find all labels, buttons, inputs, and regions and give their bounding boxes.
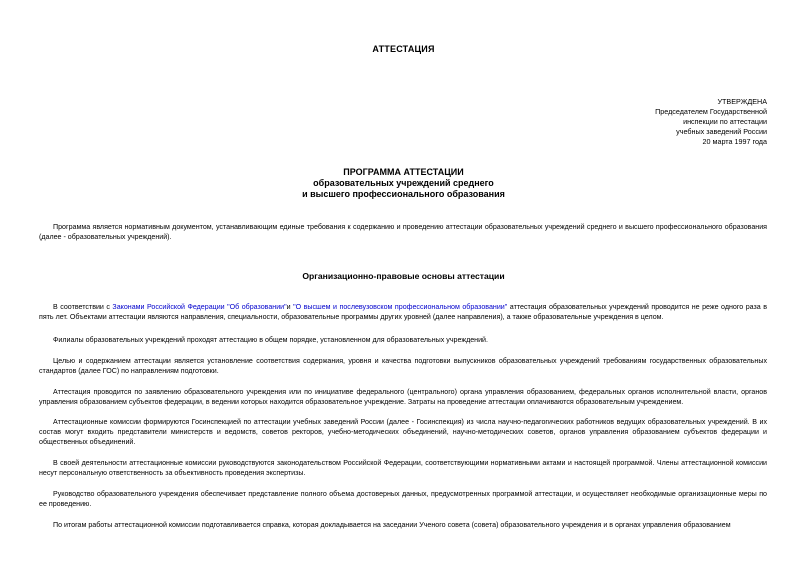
law-education-link[interactable]: Законами Российской Федерации "Об образовании" xyxy=(112,303,287,311)
approval-line: Председателем Государственной xyxy=(655,107,767,116)
program-subtitle-2: и высшего профессионального образования xyxy=(302,189,505,199)
paragraph-branches: Филиалы образовательных учреждений проходят аттестацию в общем порядке, установленном для образовательных учреждений. xyxy=(53,336,488,344)
document-title: АТТЕСТАЦИЯ xyxy=(372,44,435,54)
approval-line: инспекции по аттестации xyxy=(683,117,767,126)
paragraph-management: Руководство образовательного учреждения обеспечивает представление полного объема достоверных данных, предусмотренных программой аттестации, и осуществляет необходимые организационные меры по ее проведению. xyxy=(39,490,767,508)
paragraph-procedure: Аттестация проводится по заявлению образовательного учреждения или по инициативе федерального (центрального) органа управления образованием, федеральных органов исполнительной власти, органов управления образованием субъектов федерации, в ведении которых находится образовательное учреждение. Затраты на проведение аттестации оплачиваются образовательным учреждением. xyxy=(39,388,767,406)
law-higher-education-link[interactable]: "О высшем и послевузовском профессиональном образовании" xyxy=(293,303,508,311)
program-subtitle-1: образовательных учреждений среднего xyxy=(313,178,494,188)
paragraph-text: В соответствии с xyxy=(53,303,113,311)
paragraph-goal: Целью и содержанием аттестации является установление соответствия содержания, уровня и качества подготовки выпускников образовательных учреждений требованиям государственных образовательных стандартов (далее ГОС) по направлениям подготовки. xyxy=(39,357,767,375)
program-heading xyxy=(0,167,807,200)
approval-line: учебных заведений России xyxy=(676,127,767,136)
paragraph-legislation: В своей деятельности аттестационные комиссии руководствуются законодательством Российской Федерации, соответствующими нормативными актами и настоящей программой. Члены аттестационной комиссии несут персональную ответственность за объективность проведения экспертизы. xyxy=(39,459,767,477)
paragraph-commissions: Аттестационные комиссии формируются Госинспекцией по аттестации учебных заведений России (далее - Госинспекция) из числа научно-педагогических работников ведущих образовательных учреждений. В их состав могут входить представители министерств и ведомств, советов ректоров, учебно-методических объединений, научно-методических советов, органов управления образованием субъектов федерации и общественных объединений. xyxy=(39,418,767,446)
paragraph-laws xyxy=(39,302,767,322)
paragraph-results: По итогам работы аттестационной комиссии подготавливается справка, которая докладывается на заседании Ученого совета (совета) образовательного учреждения и в органах управления образованием xyxy=(53,521,731,529)
approval-block xyxy=(655,97,767,147)
approval-date: 20 марта 1997 года xyxy=(702,137,767,146)
intro-paragraph: Программа является нормативным документом, устанавливающим единые требования к содержанию и проведению аттестации образовательных учреждений среднего и высшего профессионального образования (далее - образовательных учреждений). xyxy=(39,223,767,241)
program-title: ПРОГРАММА АТТЕСТАЦИИ xyxy=(343,167,464,177)
approval-line: УТВЕРЖДЕНА xyxy=(717,97,767,106)
paragraph-text: аттестация образовательных учреждений проводится не реже одного раза в пять лет. Объектами аттестации являются направления, специальности, образовательные программы других уровней (далее направления), а также образовательные учреждения в целом. xyxy=(39,303,767,321)
paragraph-text: и xyxy=(286,303,294,311)
section-heading: Организационно-правовые основы аттестации xyxy=(302,271,505,281)
